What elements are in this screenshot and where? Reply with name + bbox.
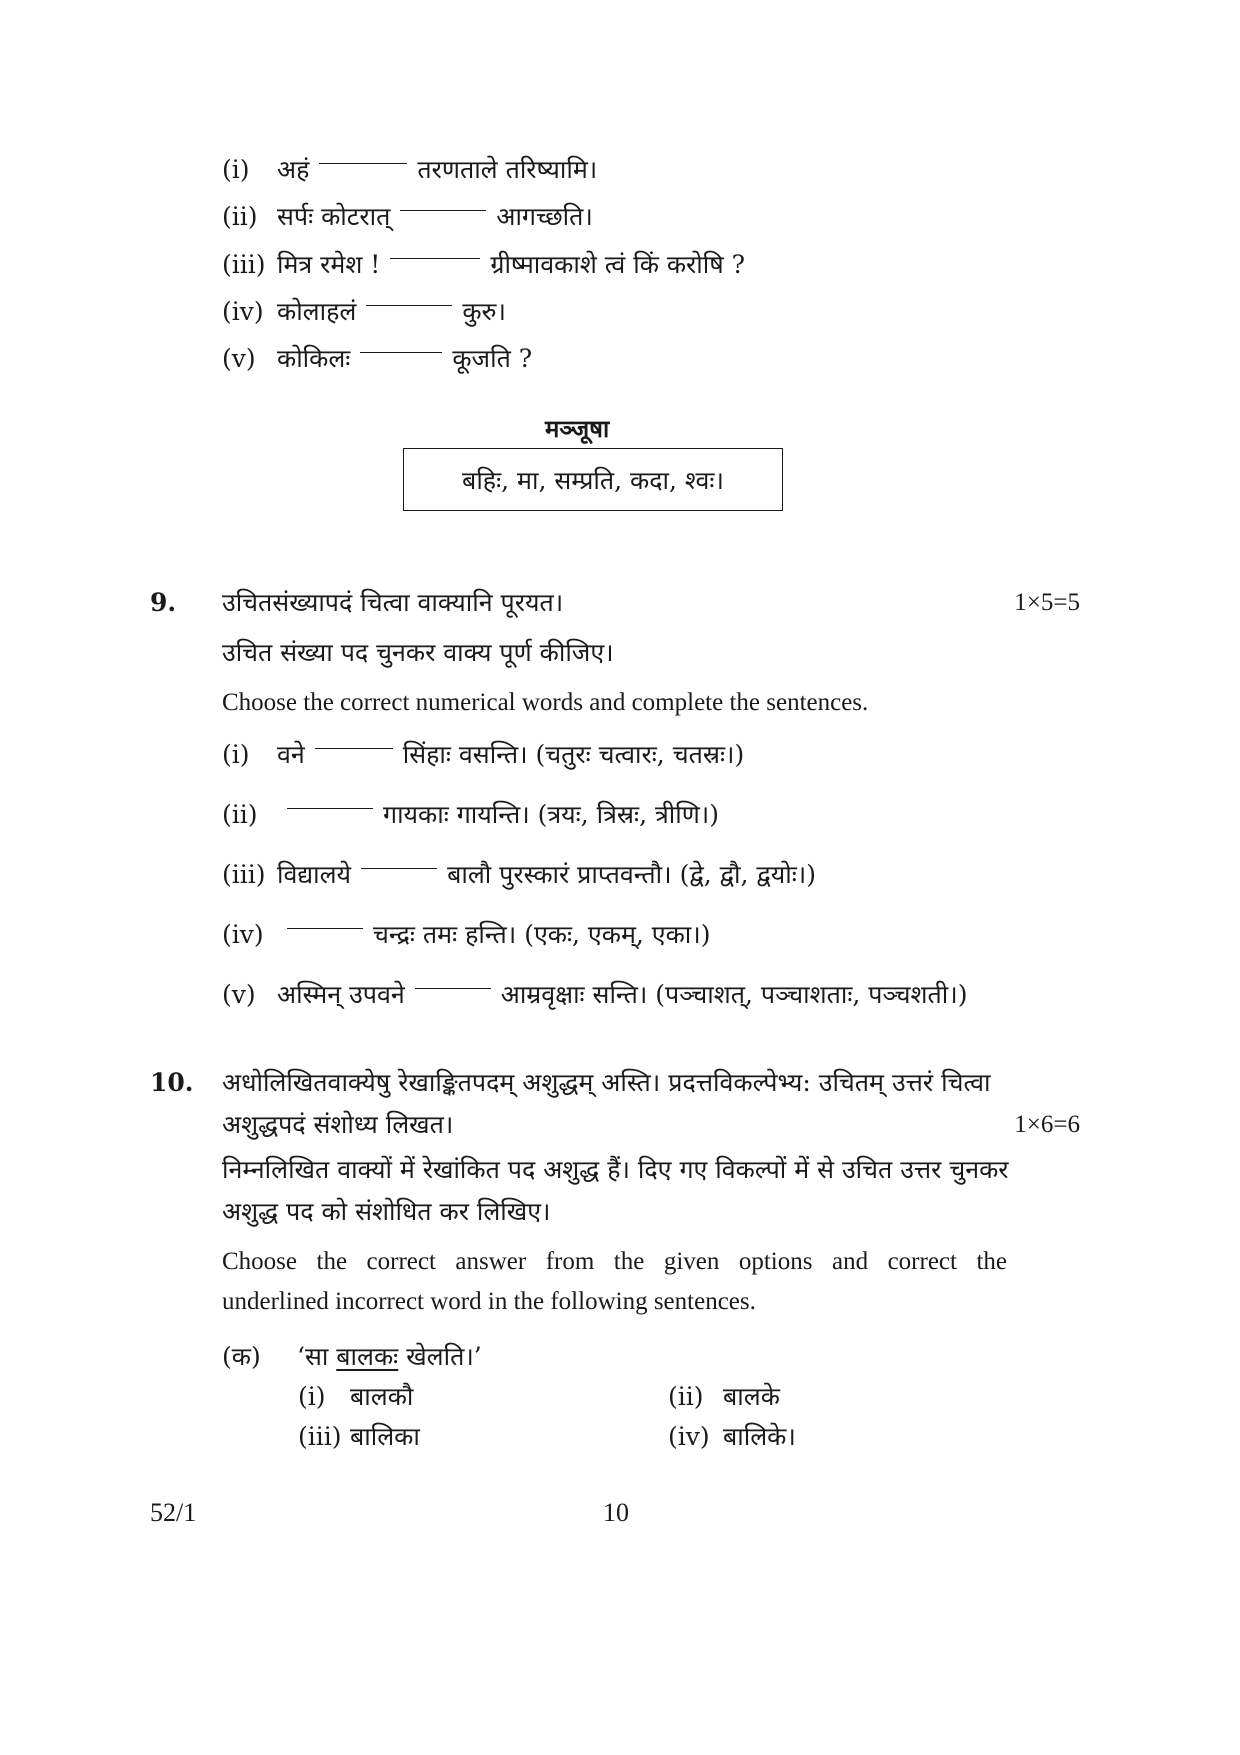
- marks-label: 1×5=5: [1014, 589, 1080, 616]
- blank-line: [287, 808, 373, 809]
- list-item: (iv) चन्द्रः तमः हन्ति। (एकः, एकम्, एका।): [222, 920, 711, 949]
- instruction-english-line2: underlined incorrect word in the following sentences.: [222, 1288, 756, 1315]
- list-item: (iii) विद्यालये बालौ पुरस्कारं प्राप्तवन्तौ। (द्वे, द्वौ, द्वयोः।): [222, 860, 816, 889]
- list-item: (i) अहं तरणताले तरिष्यामि।: [222, 155, 598, 184]
- question-number: 9.: [150, 588, 177, 617]
- option-item: (ii) बालके: [668, 1382, 780, 1411]
- blank-line: [360, 352, 442, 353]
- sub-question-label: (क): [222, 1342, 261, 1371]
- page-number: 10: [603, 1498, 629, 1527]
- underlined-word: बालकः: [336, 1342, 399, 1371]
- paper-code: 52/1: [150, 1498, 197, 1527]
- list-item: (i) वने सिंहाः वसन्ति। (चतुरः चत्वारः, चतस्रः।): [222, 740, 745, 769]
- list-item: (iv) कोलाहलं कुरु।: [222, 297, 506, 326]
- blank-line: [366, 305, 452, 306]
- list-item: (v) अस्मिन् उपवने आम्रवृक्षाः सन्ति। (पञ्चाशत्, पञ्चाशताः, पञ्चशती।): [222, 980, 968, 1009]
- blank-line: [415, 988, 491, 989]
- instruction-english: Choose the correct numerical words and complete the sentences.: [222, 689, 869, 716]
- instruction-english-line1: Choose the correct answer from the given options and correct the: [222, 1248, 1007, 1275]
- list-item: (iii) मित्र रमेश ! ग्रीष्मावकाशे त्वं किं करोषि ?: [222, 250, 746, 279]
- blank-line: [315, 748, 393, 749]
- option-item: (iv) बालिके।: [668, 1422, 796, 1451]
- instruction-hindi-line1: निम्नलिखित वाक्यों में रेखांकित पद अशुद्ध हैं। दिए गए विकल्पों में से उचित उत्तर चुनकर: [222, 1155, 1009, 1184]
- word-box-words: बहिः, मा, सम्प्रति, कदा, श्वः।: [462, 465, 724, 495]
- list-item: (ii) सर्पः कोटरात् आगच्छति।: [222, 202, 593, 231]
- blank-line: [319, 163, 407, 164]
- option-item: (i) बालकौ: [298, 1382, 414, 1411]
- list-item: (v) कोकिलः कूजति ?: [222, 344, 533, 373]
- blank-line: [361, 868, 437, 869]
- instruction-sanskrit-line1: अधोलिखितवाक्येषु रेखाङ्कितपदम् अशुद्धम् अस्ति। प्रदत्तविकल्पेभ्य: उचितम् उत्तरं चित्वा: [222, 1068, 991, 1097]
- option-item: (iii) बालिका: [298, 1422, 420, 1451]
- list-item: (ii) गायकाः गायन्ति। (त्रयः, त्रिस्रः, त्रीणि।): [222, 800, 720, 829]
- word-box: [403, 448, 783, 511]
- sub-question-ka: (क) ‘सा बालकः खेलति।’: [222, 1342, 482, 1371]
- question-number: 10.: [150, 1068, 194, 1097]
- instruction-hindi: उचित संख्या पद चुनकर वाक्य पूर्ण कीजिए।: [222, 638, 614, 667]
- blank-line: [390, 258, 480, 259]
- instruction-sanskrit-line2: अशुद्धपदं संशोध्य लिखत।: [222, 1110, 454, 1139]
- blank-line: [400, 210, 486, 211]
- marks-label: 1×6=6: [1014, 1111, 1080, 1138]
- word-box-heading: मञ्जूषा: [545, 414, 610, 443]
- instruction-sanskrit: उचितसंख्यापदं चित्वा वाक्यानि पूरयत।: [222, 588, 564, 617]
- instruction-hindi-line2: अशुद्ध पद को संशोधित कर लिखिए।: [222, 1197, 551, 1226]
- blank-line: [287, 928, 363, 929]
